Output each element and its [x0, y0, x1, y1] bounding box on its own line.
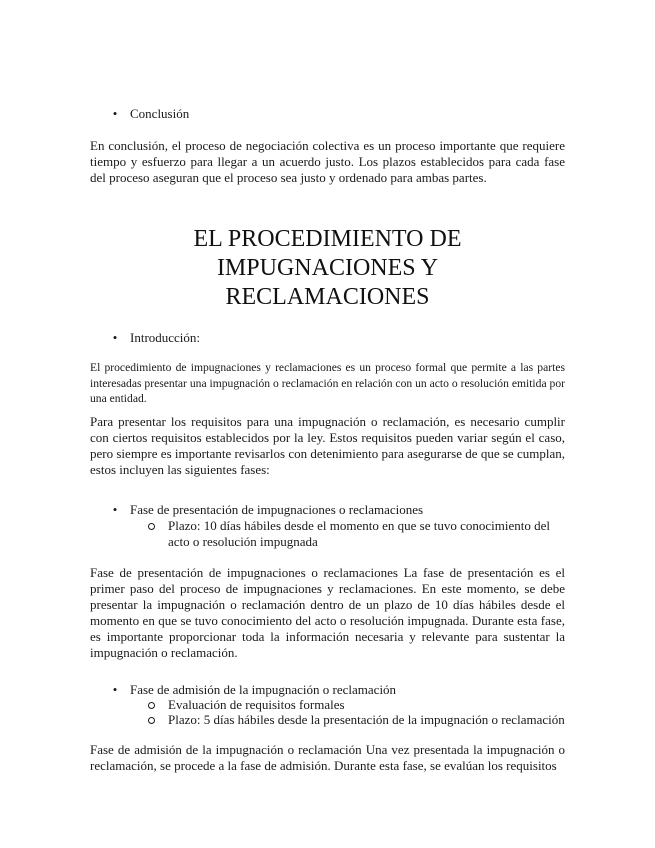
- conclusion-paragraph: En conclusión, el proceso de negociación colectiva es un proceso importante que requiere tiempo y esfuerzo para llegar a un acuerdo justo. Los plazos establecidos para cada fase del proceso aseguran que el proceso sea justo y ordenado para ambas partes.: [90, 138, 565, 185]
- bullet-dot: •: [112, 502, 118, 517]
- bullet-text: Introducción:: [130, 330, 201, 345]
- intro-paragraph-1: El procedimiento de impugnaciones y reclamaciones es un proceso formal que permite a las partes interesadas presentar una impugnación o reclamación en relación con un acto o resolución emitida por una entidad.: [90, 361, 565, 405]
- sub-bullet-text: Evaluación de requisitos formales: [168, 697, 345, 712]
- sub-bullet-text: Plazo: 10 días hábiles desde el momento en que se tuvo conocimiento del acto o resolución impugnada: [168, 518, 550, 549]
- section-heading: [90, 225, 565, 312]
- phase2-paragraph: Fase de admisión de la impugnación o reclamación Una vez presentada la impugnación o reclamación, se procede a la fase de admisión. Durante esta fase, se evalúan los requisitos: [90, 742, 565, 773]
- sub-bullet-circle: [148, 702, 155, 709]
- bullet-text: Conclusión: [130, 106, 190, 121]
- bullet-dot: •: [112, 330, 118, 345]
- bullet-text: Fase de admisión de la impugnación o reclamación: [130, 682, 397, 697]
- bullet-text: Fase de presentación de impugnaciones o reclamaciones: [130, 502, 424, 517]
- phase1-paragraph: Fase de presentación de impugnaciones o reclamaciones La fase de presentación es el primer paso del proceso de impugnaciones y reclamaciones. En este momento, se debe presentar la impugnación o reclamación dentro de un plazo de 10 días hábiles desde el momento en que se tuvo conocimiento del acto o resolución impugnada. Durante esta fase, es importante proporcionar toda la información necesaria y relevante para sustentar la impugnación o reclamación.: [90, 565, 565, 660]
- bullet-dot: •: [112, 106, 118, 121]
- intro-paragraph-2: Para presentar los requisitos para una impugnación o reclamación, es necesario cumplir con ciertos requisitos establecidos por la ley. Estos requisitos pueden variar según el caso, pero siempre es importante revisarlos con detenimiento para asegurarse de que se cumplan, estos incluyen las siguientes fases:: [90, 414, 565, 477]
- sub-bullet-text: Plazo: 5 días hábiles desde la presentación de la impugnación o reclamación: [168, 712, 565, 727]
- sub-bullet-circle: [148, 523, 155, 530]
- bullet-dot: •: [112, 682, 118, 697]
- sub-bullet-circle: [148, 717, 155, 724]
- heading-line-2: IMPUGNACIONES Y: [216, 255, 439, 281]
- heading-line-3: RECLAMACIONES: [225, 284, 430, 310]
- heading-line-1: EL PROCEDIMIENTO DE: [193, 226, 462, 252]
